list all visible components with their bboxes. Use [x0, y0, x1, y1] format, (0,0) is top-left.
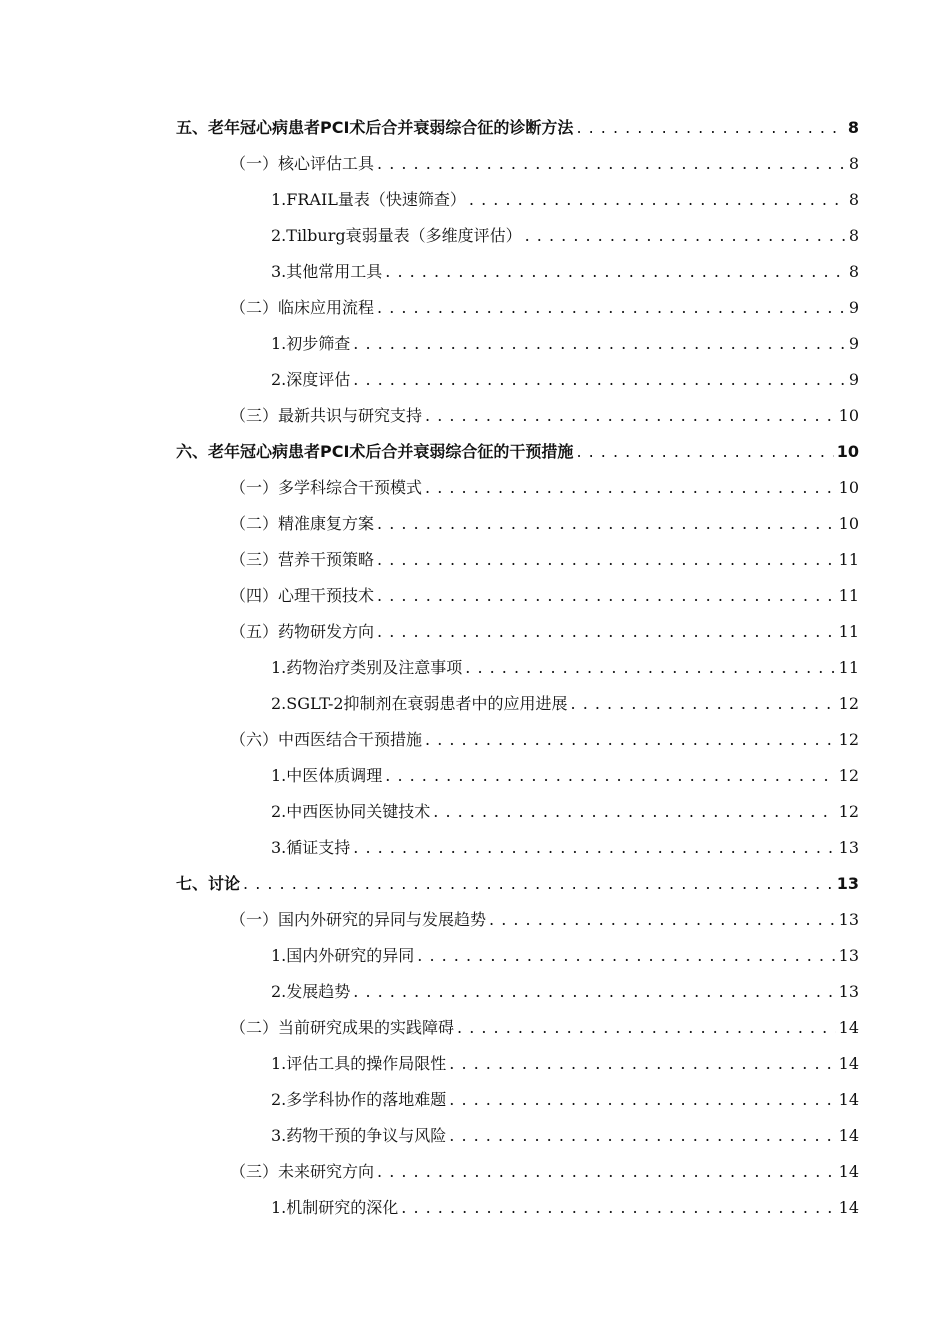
toc-entry[interactable] — [0, 1082, 950, 1118]
toc-entry-page-number: 10 — [838, 478, 859, 497]
toc-entry[interactable] — [0, 722, 950, 758]
dot-leader — [417, 938, 835, 974]
toc-entry[interactable] — [0, 542, 950, 578]
toc-entry-page-number: 9 — [848, 370, 859, 389]
toc-entry-page-number: 14 — [838, 1054, 859, 1073]
dot-leader — [353, 974, 835, 1010]
toc-entry[interactable] — [0, 506, 950, 542]
toc-entry-page-number: 8 — [848, 262, 859, 281]
toc-entry[interactable] — [0, 362, 950, 398]
dot-leader — [377, 614, 836, 650]
dot-leader — [377, 506, 836, 542]
toc-entry-label: 1.初步筛查 — [271, 334, 351, 353]
dot-leader — [525, 218, 846, 254]
toc-entry[interactable] — [0, 434, 950, 470]
dot-leader — [457, 1010, 836, 1046]
dot-leader — [385, 758, 835, 794]
toc-entry-label: 2.Tilburg衰弱量表（多维度评估） — [271, 226, 522, 245]
toc-entry[interactable] — [0, 974, 950, 1010]
toc-entry[interactable] — [0, 1010, 950, 1046]
toc-entry-page-number: 9 — [848, 334, 859, 353]
toc-entry[interactable] — [0, 902, 950, 938]
toc-entry-page-number: 10 — [836, 442, 859, 461]
toc-entry-label: 2.多学科协作的落地难题 — [271, 1090, 447, 1109]
toc-entry[interactable] — [0, 470, 950, 506]
dot-leader — [353, 830, 835, 866]
toc-entry-label: （三）营养干预策略 — [230, 550, 375, 569]
toc-entry-label: 五、老年冠心病患者PCI术后合并衰弱综合征的诊断方法 — [176, 118, 574, 137]
toc-entry[interactable] — [0, 614, 950, 650]
toc-entry-page-number: 9 — [848, 298, 859, 317]
dot-leader — [449, 1082, 835, 1118]
dot-leader — [377, 146, 846, 182]
toc-entry-label: （二）临床应用流程 — [230, 298, 375, 317]
dot-leader — [353, 326, 846, 362]
toc-entry-label: （六）中西医结合干预措施 — [230, 730, 423, 749]
dot-leader — [377, 290, 846, 326]
dot-leader — [425, 398, 836, 434]
toc-entry-label: 2.深度评估 — [271, 370, 351, 389]
toc-entry[interactable] — [0, 758, 950, 794]
toc-entry[interactable] — [0, 686, 950, 722]
toc-entry-label: （五）药物研发方向 — [230, 622, 375, 641]
toc-entry-page-number: 13 — [838, 838, 859, 857]
toc-entry-label: （三）最新共识与研究支持 — [230, 406, 423, 425]
toc-entry[interactable] — [0, 1190, 950, 1226]
dot-leader — [425, 722, 836, 758]
toc-entry-page-number: 8 — [848, 154, 859, 173]
toc-entry-page-number: 11 — [838, 586, 859, 605]
toc-entry[interactable] — [0, 1046, 950, 1082]
toc-entry-page-number: 14 — [838, 1162, 859, 1181]
toc-entry-label: （四）心理干预技术 — [230, 586, 375, 605]
table-of-contents — [0, 110, 950, 1226]
toc-entry[interactable] — [0, 794, 950, 830]
toc-entry-label: （一）国内外研究的异同与发展趋势 — [230, 910, 487, 929]
toc-entry-label: 1.药物治疗类别及注意事项 — [271, 658, 463, 677]
dot-leader — [449, 1118, 835, 1154]
toc-entry-page-number: 11 — [838, 550, 859, 569]
toc-entry[interactable] — [0, 938, 950, 974]
toc-entry[interactable] — [0, 326, 950, 362]
dot-leader — [489, 902, 836, 938]
toc-entry[interactable] — [0, 578, 950, 614]
toc-entry-label: 3.其他常用工具 — [271, 262, 383, 281]
dot-leader — [433, 794, 835, 830]
toc-entry-label: 1.中医体质调理 — [271, 766, 383, 785]
toc-entry-label: 七、讨论 — [176, 874, 241, 893]
toc-entry-page-number: 11 — [838, 622, 859, 641]
dot-leader — [576, 434, 833, 470]
toc-entry-label: 3.循证支持 — [271, 838, 351, 857]
toc-entry-page-number: 12 — [838, 766, 859, 785]
dot-leader — [469, 182, 846, 218]
toc-entry-page-number: 8 — [848, 190, 859, 209]
toc-entry[interactable] — [0, 830, 950, 866]
toc-entry-label: 2.SGLT-2抑制剂在衰弱患者中的应用进展 — [271, 694, 568, 713]
toc-entry-label: （二）当前研究成果的实践障碍 — [230, 1018, 455, 1037]
toc-entry[interactable] — [0, 866, 950, 902]
toc-entry-page-number: 8 — [848, 226, 859, 245]
toc-entry[interactable] — [0, 254, 950, 290]
toc-entry-page-number: 10 — [838, 406, 859, 425]
toc-entry-label: （三）未来研究方向 — [230, 1162, 375, 1181]
toc-entry-page-number: 13 — [838, 982, 859, 1001]
dot-leader — [465, 650, 835, 686]
toc-entry[interactable] — [0, 218, 950, 254]
toc-entry[interactable] — [0, 110, 950, 146]
toc-entry-page-number: 14 — [838, 1198, 859, 1217]
toc-entry-page-number: 14 — [838, 1090, 859, 1109]
dot-leader — [576, 110, 844, 146]
toc-entry-label: 1.国内外研究的异同 — [271, 946, 415, 965]
toc-entry-label: 1.FRAIL量表（快速筛查） — [271, 190, 466, 209]
dot-leader — [353, 362, 846, 398]
toc-entry[interactable] — [0, 650, 950, 686]
dot-leader — [385, 254, 846, 290]
toc-entry-label: 1.评估工具的操作局限性 — [271, 1054, 447, 1073]
toc-entry-page-number: 12 — [838, 730, 859, 749]
toc-entry-page-number: 11 — [838, 658, 859, 677]
toc-entry[interactable] — [0, 182, 950, 218]
toc-entry[interactable] — [0, 1118, 950, 1154]
dot-leader — [377, 542, 836, 578]
toc-entry-page-number: 12 — [838, 694, 859, 713]
toc-entry-label: 1.机制研究的深化 — [271, 1198, 399, 1217]
toc-entry-label: （一）核心评估工具 — [230, 154, 375, 173]
toc-entry-page-number: 13 — [836, 874, 859, 893]
dot-leader — [377, 1154, 836, 1190]
dot-leader — [425, 470, 836, 506]
toc-entry-label: 2.中西医协同关键技术 — [271, 802, 431, 821]
toc-entry-page-number: 13 — [838, 910, 859, 929]
toc-entry-label: （一）多学科综合干预模式 — [230, 478, 423, 497]
toc-entry[interactable] — [0, 1154, 950, 1190]
dot-leader — [243, 866, 834, 902]
toc-entry[interactable] — [0, 290, 950, 326]
toc-entry-label: 六、老年冠心病患者PCI术后合并衰弱综合征的干预措施 — [176, 442, 574, 461]
toc-entry[interactable] — [0, 146, 950, 182]
toc-entry-label: 2.发展趋势 — [271, 982, 351, 1001]
toc-entry-label: （二）精准康复方案 — [230, 514, 375, 533]
toc-entry-page-number: 14 — [838, 1126, 859, 1145]
toc-entry-page-number: 14 — [838, 1018, 859, 1037]
toc-entry-page-number: 12 — [838, 802, 859, 821]
toc-entry[interactable] — [0, 398, 950, 434]
toc-entry-page-number: 8 — [847, 118, 859, 137]
dot-leader — [377, 578, 836, 614]
dot-leader — [401, 1190, 835, 1226]
toc-entry-label: 3.药物干预的争议与风险 — [271, 1126, 447, 1145]
dot-leader — [449, 1046, 835, 1082]
toc-entry-page-number: 10 — [838, 514, 859, 533]
dot-leader — [571, 686, 836, 722]
toc-entry-page-number: 13 — [838, 946, 859, 965]
